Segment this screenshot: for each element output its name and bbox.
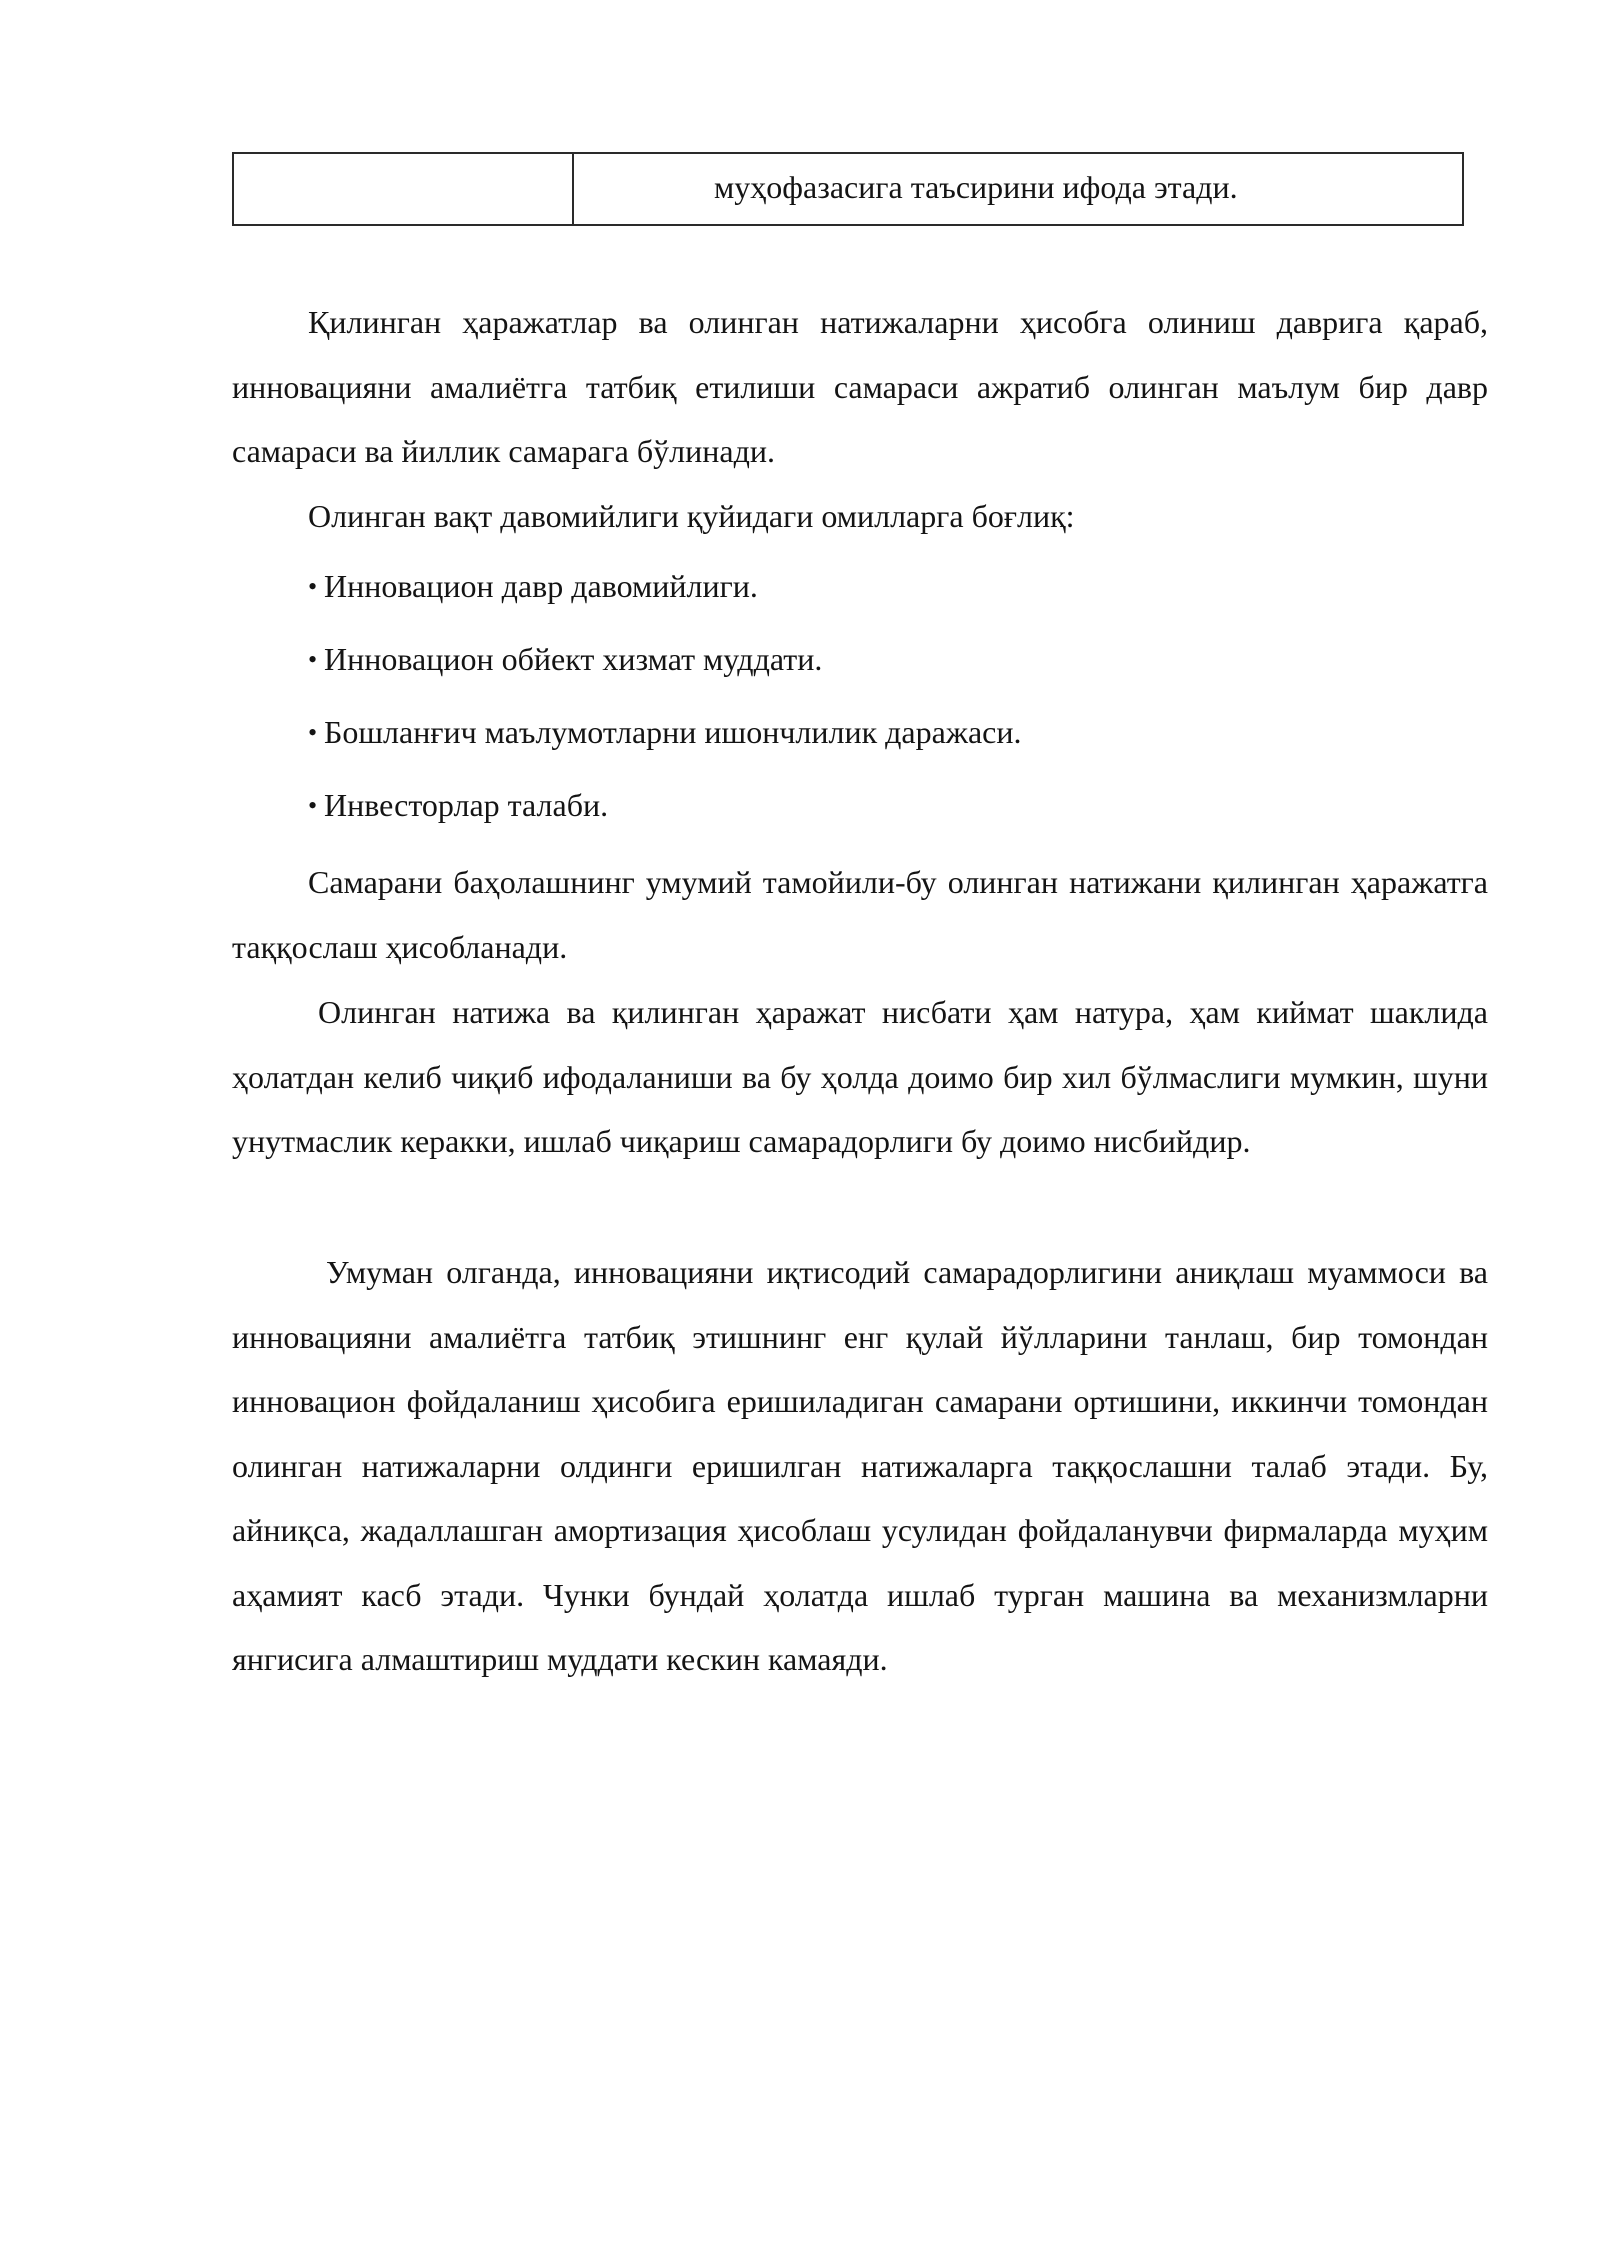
bullet-text: Инновацион обйект хизмат муддати. <box>324 641 823 677</box>
table-cell-text: муҳофазасига таъсирини ифода этади. <box>714 169 1238 205</box>
bullet-text: Бошланғич маълумотларни ишончлилик даражаси. <box>324 714 1022 750</box>
bullet-text: Инновацион давр давомийлиги. <box>324 568 758 604</box>
body-text-block-1 <box>232 290 1488 548</box>
bullet-item <box>232 696 1488 769</box>
paragraph-evaluation-principle: Самарани баҳолашнинг умумий тамойили-бу олинган натижани қилинган ҳаражатга таққослаш ҳисобланади. <box>232 864 1488 965</box>
body-text-block-2 <box>232 850 1488 979</box>
bullet-list <box>232 550 1488 842</box>
bullet-icon: • <box>308 791 318 820</box>
bullet-item <box>232 623 1488 696</box>
paragraph-costs-results: Қилинган ҳаражатлар ва олинган натижаларни ҳисобга олиниш даврига қараб, инновацияни амалиётга татбиқ етилиши самараси ажратиб олинган маълум бир давр самараси ва йиллик самарага бўлинади. <box>232 304 1488 469</box>
table-cell-empty <box>234 154 574 224</box>
bullet-text: Инвесторлар талаби. <box>324 787 609 823</box>
bullet-item <box>232 550 1488 623</box>
paragraph-factors-lead: Олинган вақт давомийлиги қуйидаги омилларга боғлиқ: <box>308 497 1075 534</box>
bullet-icon: • <box>308 645 318 674</box>
table-fragment <box>232 152 1464 226</box>
body-text-block-4 <box>232 1240 1488 1692</box>
bullet-icon: • <box>308 572 318 601</box>
paragraph-ratio: Олинган натижа ва қилинган ҳаражат нисбати ҳам натура, ҳам киймат шаклида ҳолатдан келиб чиқиб ифодаланиши ва бу ҳолда доимо бир хил бўлмаслиги мумкин, шуни унутмаслик керакки, ишлаб чиқариш самарадорлиги бу доимо нисбийдир. <box>232 994 1488 1159</box>
bullet-item <box>232 769 1488 842</box>
body-text-block-3 <box>232 980 1488 1174</box>
paragraph-summary: Умуман олганда, инновацияни иқтисодий самарадорлигини аниқлаш муаммоси ва инновацияни амалиётга татбиқ этишнинг енг қулай йўлларини танлаш, бир томондан инновацион фойдаланиш ҳисобига еришиладиган самарани ортишини, иккинчи томондан олинган натижаларни олдинги еришилган натижаларга таққослашни талаб этади. Бу, айниқса, жадаллашган амортизация ҳисоблаш усулидан фойдаланувчи фирмаларда муҳим аҳамият касб этади. Чунки бундай ҳолатда ишлаб турган машина ва механизмларни янгисига алмаштириш муддати кескин камаяди. <box>232 1254 1488 1677</box>
bullet-icon: • <box>308 718 318 747</box>
